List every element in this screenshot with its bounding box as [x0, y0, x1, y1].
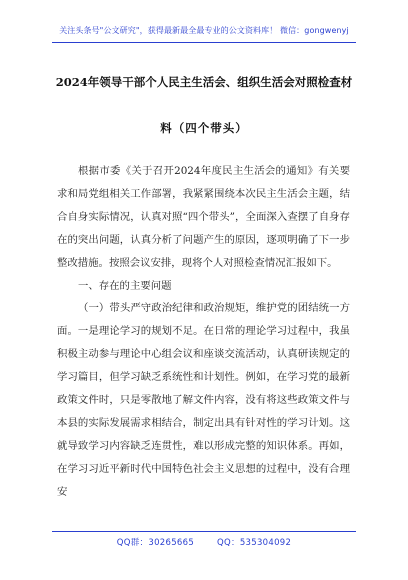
header-banner: 关注头条号"公文研究"，获得最新最全最专业的公文资料库！ 微信：gongwenyj — [59, 26, 349, 35]
body-paragraph: （一）带头严守政治纪律和政治规矩，维护党的团结统一方面。一是理论学习的规划不足。在日常的理论学习过程中，我虽积极主动参与理论中心组会议和座谈交流活动，认真研读规定的学习篇目，但学习缺乏系统性和计划性。例如，在学习党的最新政策文件时，只是零散地了解文件内容，没有将这些政策文件与本县的实际发展需求相结合，制定出具有针对性的学习计划。这就导致学习内容缺乏连贯性，难以形成完整的知识体系。再如，在学习习近平新时代中国特色社会主义思想的过程中，没有合理安 — [57, 302, 350, 498]
header-divider — [52, 42, 356, 43]
footer-qq: QQ：535304092 — [217, 538, 292, 548]
document-title-line1: 2024年领导干部个人民主生活会、组织生活会对照检查材 — [55, 75, 353, 89]
footer-contact — [0, 536, 408, 548]
footer-divider — [52, 531, 356, 532]
footer-qq-group: QQ群：30265665 — [116, 538, 195, 548]
document-body — [57, 160, 350, 504]
document-title-line2: 料（四个带头） — [160, 121, 248, 135]
section-heading: 一、存在的主要问题 — [78, 279, 172, 292]
intro-paragraph: 根据市委《关于召开2024年度民主生活会的通知》有关要求和局党组相关工作部署，我紧紧围绕本次民主生活会主题，结合自身实际情况，认真对照“四个带头”，全面深入查摆了自身存在的突出问题，认真分析了问题产生的原因，逐项明确了下一步整改措施。按照会议安排，现将个人对照检查情况汇报如下。 — [57, 165, 350, 269]
